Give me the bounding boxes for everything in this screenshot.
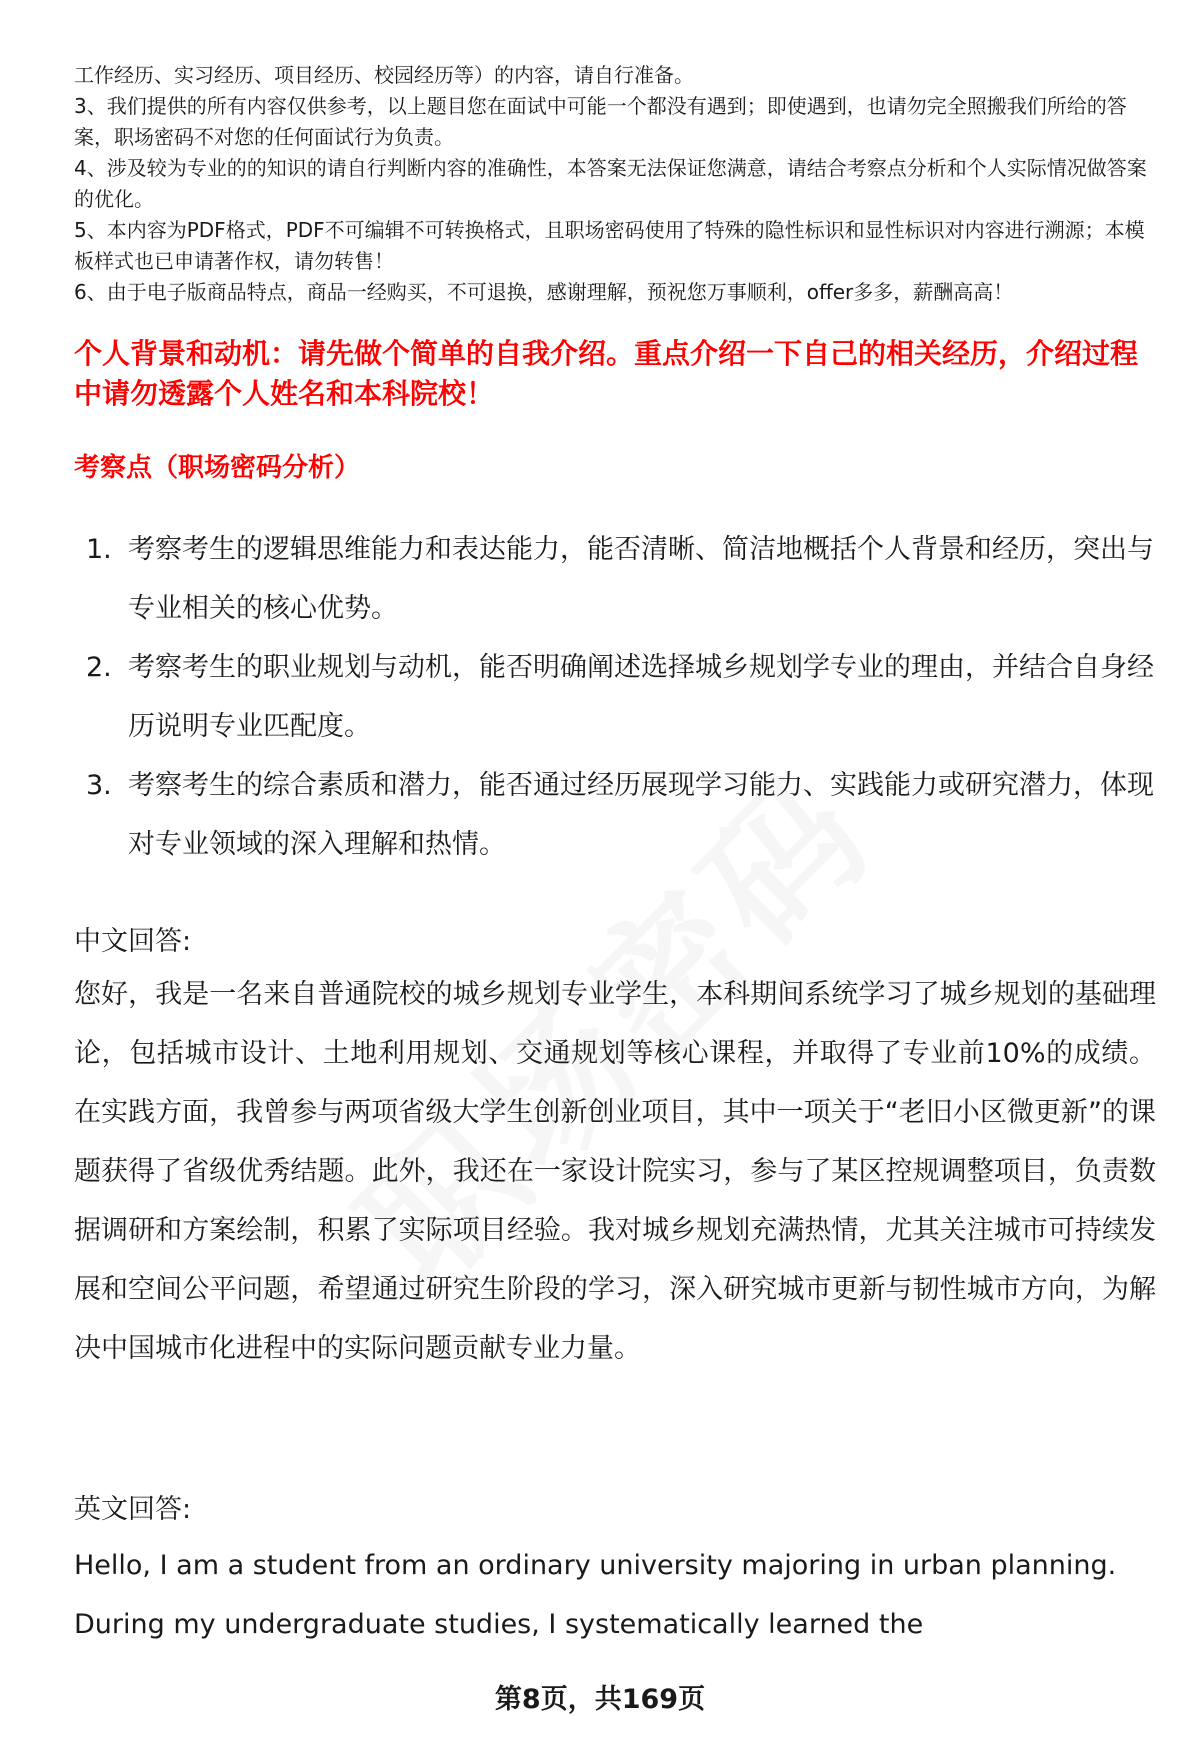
chinese-answer-label: 中文回答: [74,926,192,957]
analysis-item [74,756,1154,874]
analysis-list [74,520,1154,874]
english-answer: Hello, I am a student from an ordinary university majoring in urban planning. During my undergraduate studies, I systematically learned the [74,1550,1117,1640]
note-line: 5、本内容为PDF格式，PDF不可编辑不可转换格式，且职场密码使用了特殊的隐性标识和显性标识对内容进行溯源；本模板样式也已申请著作权，请勿转售！ [74,218,1145,273]
note-line: 工作经历、实习经历、项目经历、校园经历等）的内容，请自行准备。 [74,63,694,87]
item-text: 考察考生的职业规划与动机，能否明确阐述选择城乡规划学专业的理由，并结合自身经历说明专业匹配度。 [128,652,1154,742]
note-line: 4、涉及较为专业的的知识的请自行判断内容的准确性，本答案无法保证您满意，请结合考察点分析和个人实际情况做答案的优化。 [74,156,1147,211]
analysis-item [74,638,1154,756]
note-line: 3、我们提供的所有内容仅供参考，以上题目您在面试中可能一个都没有遇到；即使遇到，也请勿完全照搬我们所给的答案，职场密码不对您的任何面试行为负责。 [74,94,1127,149]
item-text: 考察考生的综合素质和潜力，能否通过经历展现学习能力、实践能力或研究潜力，体现对专业领域的深入理解和热情。 [128,770,1154,860]
analysis-item [74,520,1154,638]
page-number: 第8页，共169页 [494,1684,706,1715]
item-number: 3. [86,770,112,801]
question-heading: 个人背景和动机：请先做个简单的自我介绍。重点介绍一下自己的相关经历，介绍过程中请勿透露个人姓名和本科院校！ [74,337,1139,410]
note-line: 6、由于电子版商品特点，商品一经购买，不可退换，感谢理解，预祝您万事顺利，offer多多，薪酬高高！ [74,280,1014,304]
english-answer-label: 英文回答: [74,1494,192,1525]
item-number: 1. [86,534,112,565]
item-text: 考察考生的逻辑思维能力和表达能力，能否清晰、简洁地概括个人背景和经历，突出与专业相关的核心优势。 [128,534,1154,624]
analysis-title: 考察点（职场密码分析） [74,453,361,483]
item-number: 2. [86,652,112,683]
chinese-answer: 您好，我是一名来自普通院校的城乡规划专业学生，本科期间系统学习了城乡规划的基础理论，包括城市设计、土地利用规划、交通规划等核心课程，并取得了专业前10%的成绩。在实践方面，我曾参与两项省级大学生创新创业项目，其中一项关于“老旧小区微更新”的课题获得了省级优秀结题。此外，我还在一家设计院实习，参与了某区控规调整项目，负责数据调研和方案绘制，积累了实际项目经验。我对城乡规划充满热情，尤其关注城市可持续发展和空间公平问题，希望通过研究生阶段的学习，深入研究城市更新与韧性城市方向，为解决中国城市化进程中的实际问题贡献专业力量。 [74,979,1156,1364]
notes-block [74,60,1164,308]
